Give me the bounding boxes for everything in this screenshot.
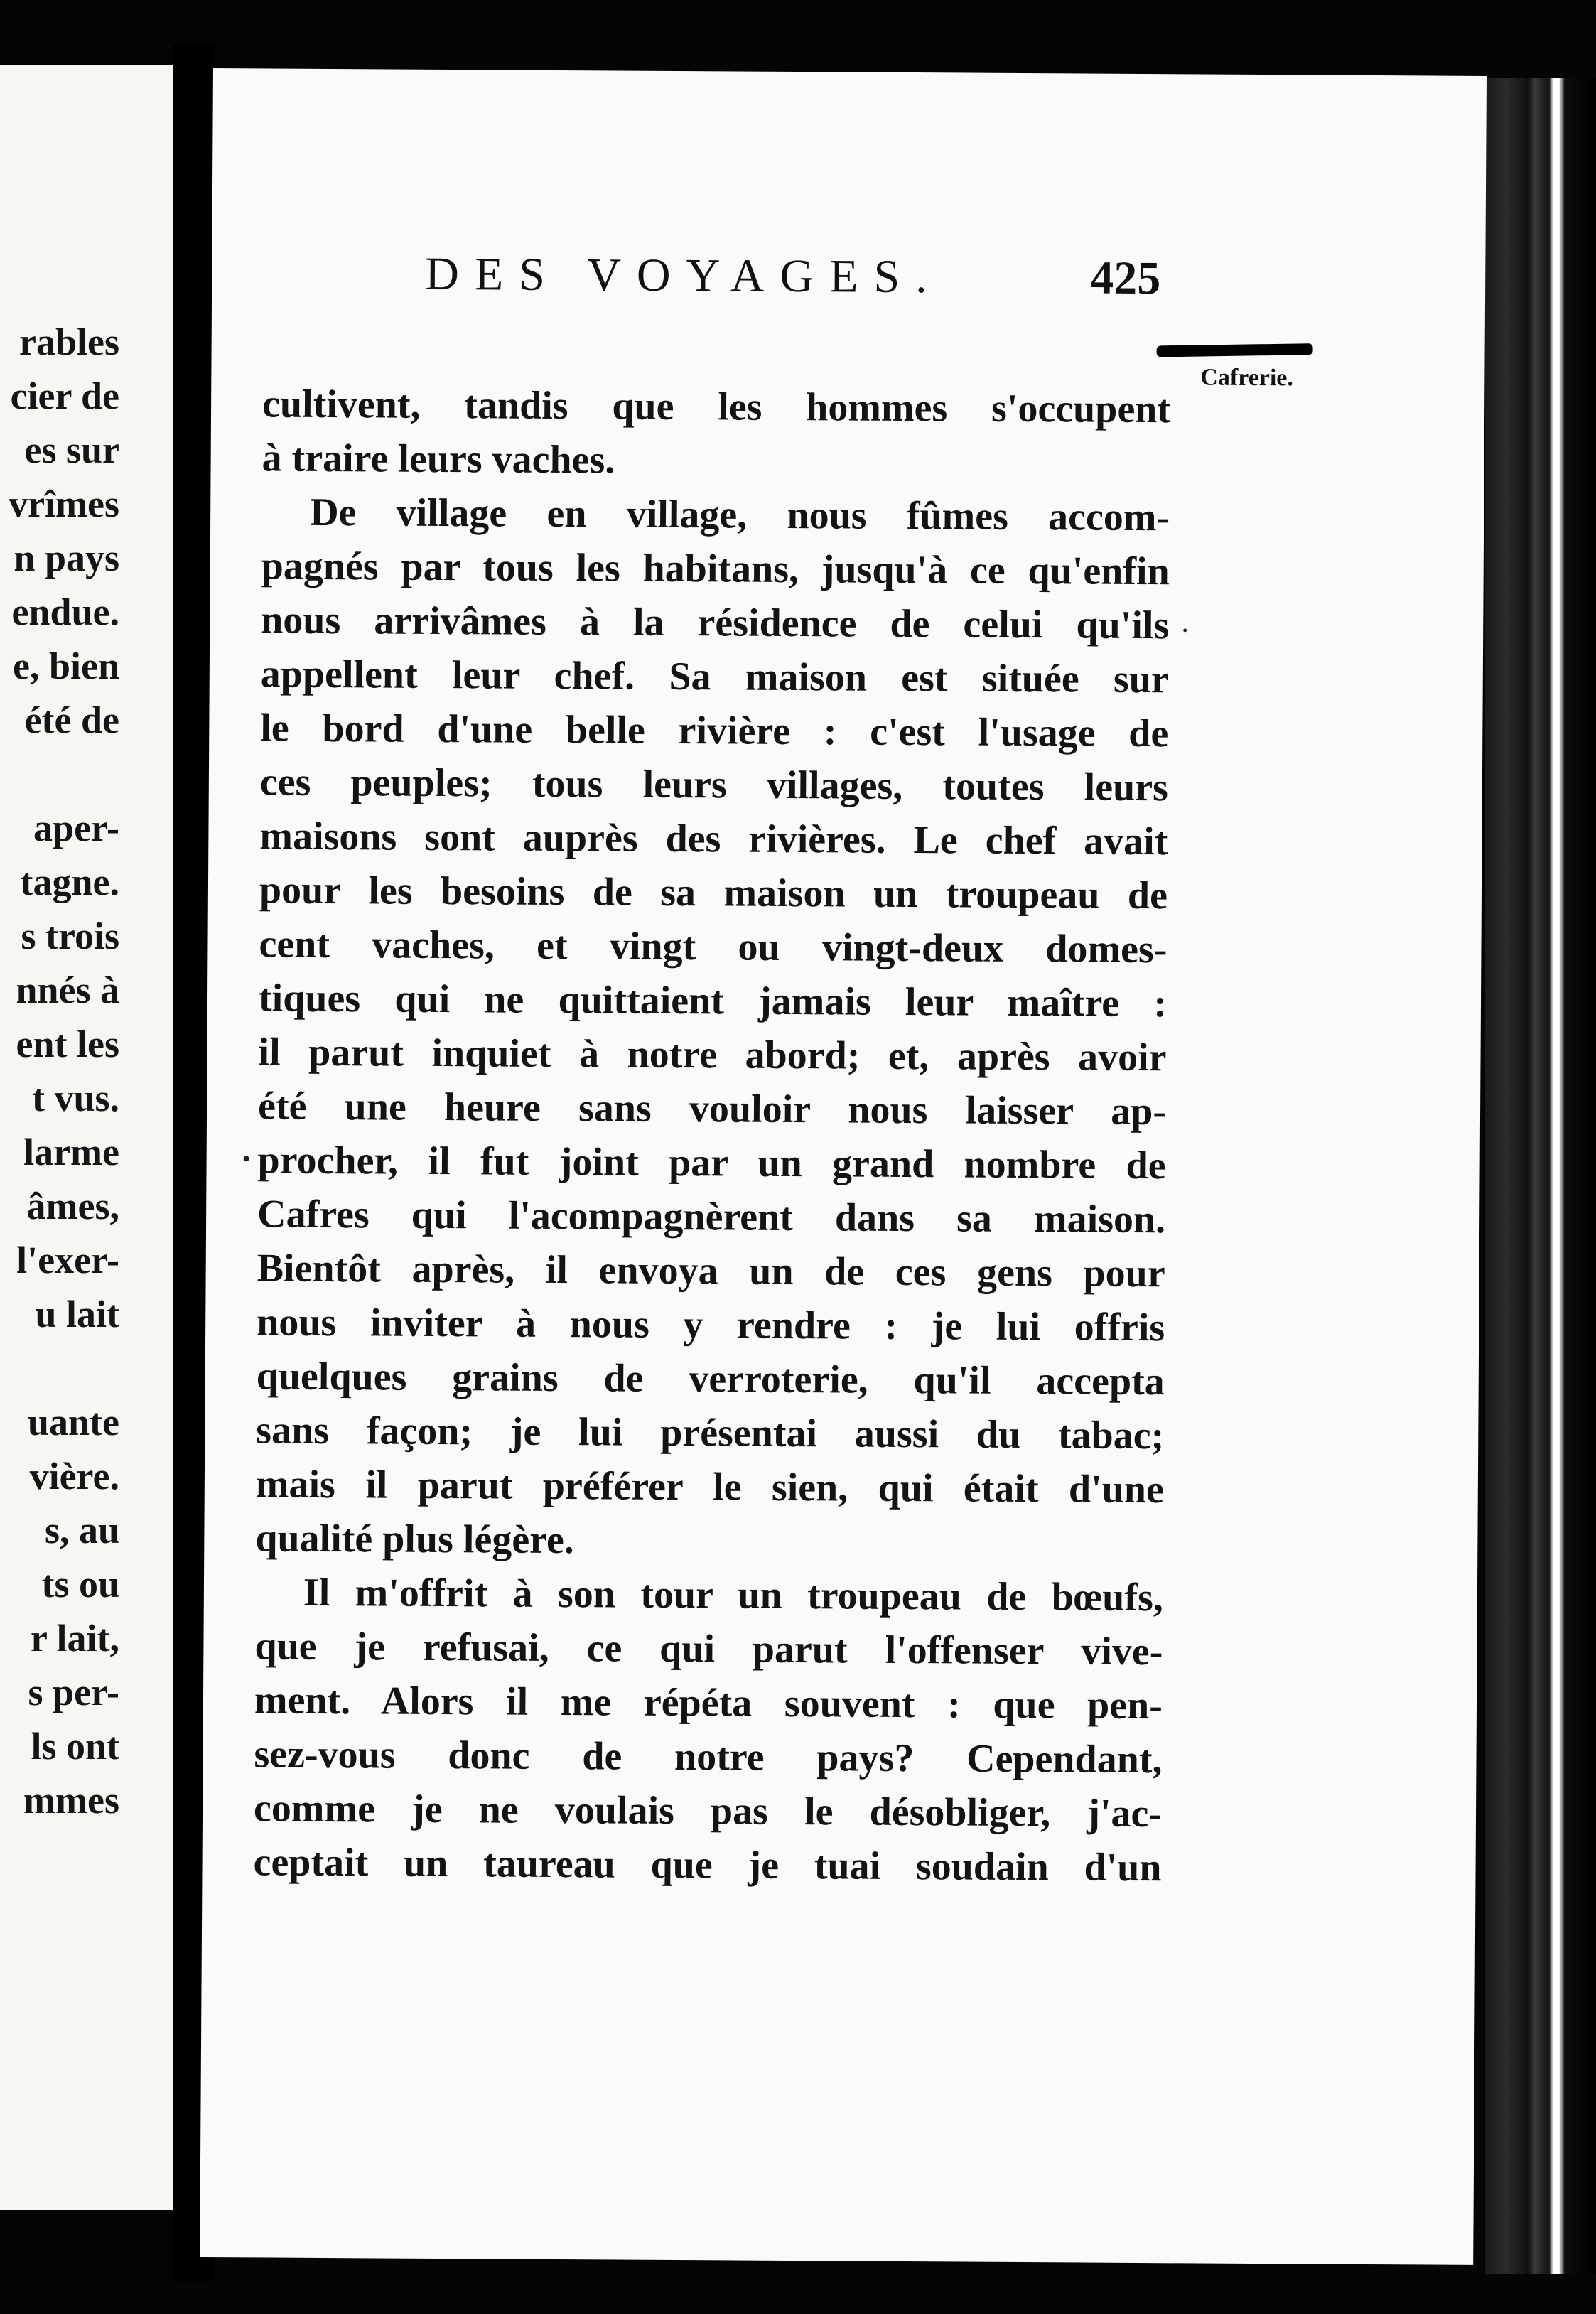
- text-line: nous inviter à nous y rendre : je lui offris: [257, 1300, 1165, 1350]
- text-line: nous arrivâmes à la résidence de celui qu'ils: [261, 598, 1170, 648]
- page-number: 425: [1089, 252, 1161, 305]
- text-line: cent vaches, et vingt ou vingt-deux domes-: [259, 922, 1168, 972]
- ink-speck: [1183, 628, 1187, 632]
- text-line: maisons sont auprès des rivières. Le chef avait: [259, 814, 1168, 864]
- left-page-line: endue.: [11, 591, 119, 633]
- text-line: mais il parut préférer le sien, qui était d'une: [255, 1462, 1164, 1512]
- left-page-line: tagne.: [20, 861, 119, 903]
- left-page-line: uante: [27, 1401, 119, 1443]
- text-line: à traire leurs vaches.: [261, 436, 615, 483]
- text-line: ceptait un taureau que je tuai soudain d'un: [253, 1840, 1162, 1890]
- text-line: quelques grains de verroterie, qu'il accepta: [256, 1354, 1165, 1404]
- left-page-line: rables: [19, 321, 119, 363]
- body-text: [253, 316, 1171, 1890]
- left-page-line: n pays: [14, 537, 119, 579]
- left-page-line: l'exer-: [16, 1239, 119, 1281]
- text-line: le bord d'une belle rivière : c'est l'usage de: [260, 706, 1169, 756]
- text-line: Il m'offrit à son tour un troupeau de bœufs,: [303, 1570, 1164, 1620]
- left-page-fragment: [0, 65, 173, 2210]
- left-page-line: t vus.: [31, 1077, 119, 1119]
- text-line: sans façon; je lui présentai aussi du tabac;: [256, 1408, 1165, 1458]
- left-page-line: larme: [23, 1131, 119, 1173]
- page-block-edge: [1485, 78, 1596, 2274]
- left-page-line: s per-: [28, 1671, 119, 1713]
- text-line: ment. Alors il me répéta souvent : que pen-: [254, 1678, 1163, 1728]
- running-head: DES VOYAGES.: [425, 247, 943, 303]
- left-page-line: été de: [24, 699, 119, 741]
- text-line: appellent leur chef. Sa maison est située sur: [260, 652, 1169, 702]
- text-line: qualité plus légère.: [255, 1516, 575, 1563]
- text-line: De village en village, nous fûmes accom-: [309, 490, 1170, 540]
- left-page-line: ls ont: [31, 1725, 119, 1767]
- margin-marker-bar: [1156, 343, 1312, 357]
- left-page-line: u lait: [35, 1293, 119, 1335]
- left-page-line: e, bien: [12, 645, 119, 687]
- left-page-line: s trois: [21, 915, 119, 957]
- left-page-line: ts ou: [41, 1563, 119, 1605]
- text-line: ces peuples; tous leurs villages, toutes leurs: [259, 760, 1169, 810]
- left-page-line: s, au: [44, 1509, 119, 1551]
- main-page: [200, 68, 1487, 2265]
- text-line: cultivent, tandis que les hommes s'occupent: [261, 382, 1171, 432]
- left-page-line: es sur: [24, 429, 119, 471]
- text-line: comme je ne voulais pas le désobliger, j'ac-: [253, 1786, 1163, 1836]
- left-page-line: nnés à: [16, 969, 119, 1011]
- text-line: que je refusai, ce qui parut l'offenser vive-: [254, 1624, 1163, 1674]
- left-page-line: r lait,: [31, 1617, 119, 1659]
- text-line: été une heure sans vouloir nous laisser ap-: [257, 1084, 1167, 1134]
- ink-speck: [244, 1156, 249, 1161]
- left-page-line: aper-: [33, 807, 119, 849]
- text-line: procher, il fut joint par un grand nombre de: [257, 1138, 1166, 1188]
- left-page-line: cier de: [10, 375, 119, 417]
- left-page-line: vière.: [29, 1455, 119, 1497]
- text-line: Bientôt après, il envoya un de ces gens pour: [257, 1246, 1165, 1296]
- left-page-line: mmes: [23, 1779, 119, 1821]
- text-line: Cafres qui l'acompagnèrent dans sa maison.: [257, 1192, 1166, 1242]
- text-line: pagnés par tous les habitans, jusqu'à ce qu'enfin: [261, 544, 1170, 594]
- text-line: pour les besoins de sa maison un troupeau de: [259, 868, 1168, 918]
- text-line: tiques qui ne quittaient jamais leur maître :: [258, 976, 1168, 1026]
- left-page-line: ent les: [16, 1023, 119, 1065]
- left-page-line: vrîmes: [9, 483, 119, 525]
- margin-note: Cafrerie.: [1200, 364, 1294, 392]
- left-page-line: âmes,: [26, 1185, 119, 1227]
- text-line: sez-vous donc de notre pays? Cependant,: [254, 1732, 1163, 1782]
- text-line: il parut inquiet à notre abord; et, après avoir: [258, 1030, 1167, 1080]
